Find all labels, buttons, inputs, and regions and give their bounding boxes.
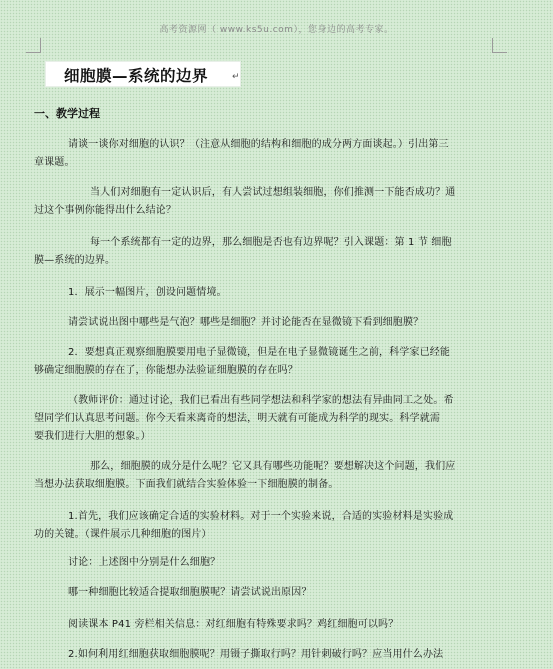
text-line: 请尝试说出图中哪些是气泡？哪些是细胞？并讨论能否在显微镜下看到细胞膜？ — [68, 317, 424, 328]
text-line: 2．要想真正观察细胞膜要用电子显微镜，但是在电子显微镜诞生之前，科学家已经能 — [68, 347, 451, 358]
paragraph-9 — [34, 508, 553, 544]
paragraph-1 — [34, 136, 553, 172]
paragraph-4 — [34, 284, 553, 302]
text-line: 每一个系统都有一定的边界，那么细胞是否也有边界呢？引入课题：第 1 节 细胞 — [90, 237, 452, 248]
text-line: 讨论：上述图中分别是什么细胞？ — [68, 557, 221, 568]
text-line: 哪一种细胞比较适合提取细胞膜呢？请尝试说出原因？ — [68, 587, 312, 598]
text-line: 2.如何利用红细胞获取细胞膜呢？用镊子撕取行吗？用针刺破行吗？应当用什么办法 — [68, 649, 444, 660]
text-line: 阅读课本 P41 旁栏相关信息：对红细胞有特殊要求吗？鸡红细胞可以吗？ — [68, 619, 399, 630]
paragraph-3 — [34, 234, 553, 270]
text-line: 功的关键。（课件展示几种细胞的图片） — [34, 529, 212, 540]
paragraph-8 — [34, 458, 553, 494]
text-line: 1．展示一幅图片，创设问题情境。 — [68, 287, 227, 298]
text-line: 那么，细胞膜的成分是什么呢？它又具有哪些功能呢？要想解决这个问题，我们应 — [90, 461, 456, 472]
document-title: 细胞膜—系统的边界 — [64, 67, 209, 85]
paragraph-2 — [34, 184, 553, 220]
text-line: 过这个事例你能得出什么结论？ — [34, 205, 177, 216]
text-line: 望同学们认真思考问题。你今天看来离奇的想法，明天就有可能成为科学的现实。科学就需 — [34, 413, 440, 424]
paragraph-11 — [34, 584, 553, 602]
paragraph-7 — [34, 392, 553, 446]
text-line: 1.首先，我们应该确定合适的实验材料。对于一个实验来说，合适的实验材料是实验成 — [68, 511, 454, 522]
page-header: 高考资源网（ www.ks5u.com），您身边的高考专家。 — [159, 25, 394, 35]
text-line: 膜—系统的边界。 — [34, 255, 116, 266]
paragraph-5 — [34, 314, 553, 332]
paragraph-6 — [34, 344, 553, 380]
text-line: 要我们进行大胆的想象。） — [34, 431, 151, 442]
paragraph-10 — [34, 554, 553, 572]
paragraph-13 — [34, 646, 553, 664]
text-line: 够确定细胞膜的存在了，你能想办法验证细胞膜的存在吗？ — [34, 365, 298, 376]
crop-mark-top-right — [492, 38, 507, 53]
text-line: 章课题。 — [34, 157, 75, 168]
text-line: 当人们对细胞有一定认识后，有人尝试过想组装细胞，你们推测一下能否成功？通 — [90, 187, 456, 198]
paragraph-mark-icon: ↵ — [232, 72, 240, 82]
text-line: （教师评价：通过讨论，我们已看出有些同学想法和科学家的想法有异曲同工之处。希 — [68, 395, 454, 406]
text-line: 请谈一谈你对细胞的认识？（注意从细胞的结构和细胞的成分两方面谈起。）引出第三 — [68, 139, 449, 150]
paragraph-12 — [34, 616, 553, 634]
text-line: 当想办法获取细胞膜。下面我们就结合实验体验一下细胞膜的制备。 — [34, 479, 339, 490]
crop-mark-top-left — [26, 38, 41, 53]
section-heading: 一、教学过程 — [34, 107, 100, 120]
